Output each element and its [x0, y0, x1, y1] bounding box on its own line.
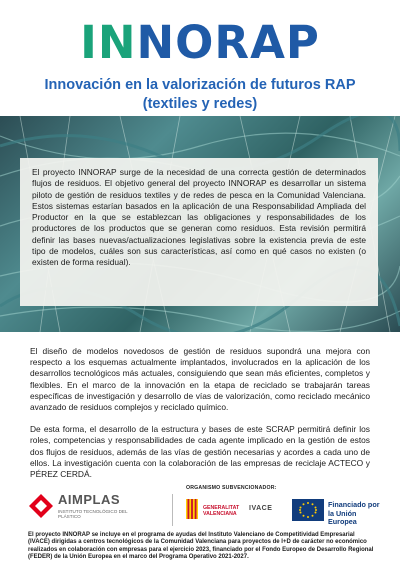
eu-funding-logo: [292, 496, 387, 527]
eu-funding-text: [328, 501, 387, 527]
logo-part-in: IN: [80, 16, 137, 69]
ivace-logo: [246, 496, 288, 524]
body-text: [30, 346, 370, 491]
eu-line-1: Financiado por: [328, 500, 380, 509]
generalitat-shield-icon: [185, 498, 199, 520]
title-line-2: (textiles y redes): [142, 96, 258, 112]
body-paragraph-1: El diseño de modelos novedosos de gestión de residuos supondrá una mejora con respecto a los esquemas actualmente implantados, involucrados en la aplicación de los desarrollos tecnológicos más actuales, consiguiendo que sean más eficientes, completos y flexibles. En el marco de la innovación en la etapa de reciclado se trabajarán tareas específicas de investigación y desarrollo de vías de valorización, como reciclado mecánico avanzado de residuos complejos y reciclado químico.: [30, 346, 370, 413]
aimplas-logo: [28, 489, 158, 525]
generalitat-line-1: GENERALITAT: [203, 505, 240, 511]
generalitat-logo: [185, 496, 243, 524]
logo-part-norap: NORAP: [136, 16, 320, 69]
project-summary-text: El proyecto INNORAP surge de la necesidad de una correcta gestión de determinados flujos de residuos. El objetivo general del proyecto INNORAP es desarrollar un sistema piloto de gestión de residuos textiles y de redes de pesca en la Comunidad Valenciana. Estos sistemas estarían basados en la aplicación de una Responsabilidad Ampliada del Productor en la que se establezcan las obligaciones y responsabilidades de los productores de los productos que se generan como residuos. Esta revisión permitirá definir las bases nuevas/actualizaciones legislativas sobre la existencia previa de este tipo de modelos, cuáles son sus características, así como en qué casos no existen (o existen de forma residual).: [32, 167, 366, 268]
ivace-name: IVACE: [249, 505, 273, 512]
aimplas-icon: [28, 493, 54, 519]
page-title: [0, 76, 400, 114]
aimplas-subtitle: INSTITUTO TECNOLÓGICO DEL PLÁSTICO: [58, 509, 128, 520]
funding-disclaimer: El proyecto INNORAP se incluye en el programa de ayudas del Instituto Valenciano de Competitividad Empresarial (IVACE) dirigidas a centros tecnológicos de la Comunidad Valenciana para proyectos de I+D de carácter no económico realizados en colaboración con empresas para el ejercicio 2023, financiado por el Fondo Europeo de Desarrollo Regional (FEDER) de la Unión Europea en el marco del Programa Operativo 2021-2027.: [28, 532, 374, 561]
aimplas-name: AIMPLAS: [58, 492, 120, 507]
eu-line-2: la Unión Europea: [328, 508, 357, 527]
sponsor-label: ORGANISMO SUBVENCIONADOR:: [186, 485, 277, 491]
title-line-1: Innovación en la valorización de futuros RAP: [44, 77, 356, 93]
innorap-logo: [0, 18, 400, 68]
eu-flag-icon: [292, 499, 324, 521]
logos-divider: [172, 494, 173, 526]
fishing-nets-photo: [0, 116, 400, 332]
project-summary-box: [20, 158, 378, 306]
body-paragraph-2: De esta forma, el desarrollo de la estructura y bases de este SCRAP permitirá definir los roles, competencias y responsabilidades de cada agente implicado en la gestión de estos dos flujos de residuos, además de las vías de gestión necesarias y acordes a cada uno de ellos. La investigación cuenta con la colaboración de las empresas de reciclaje ACTECO y PÉREZ CERDÁ.: [30, 424, 370, 480]
generalitat-line-2: VALENCIANA: [203, 511, 237, 517]
generalitat-name: [203, 505, 239, 517]
